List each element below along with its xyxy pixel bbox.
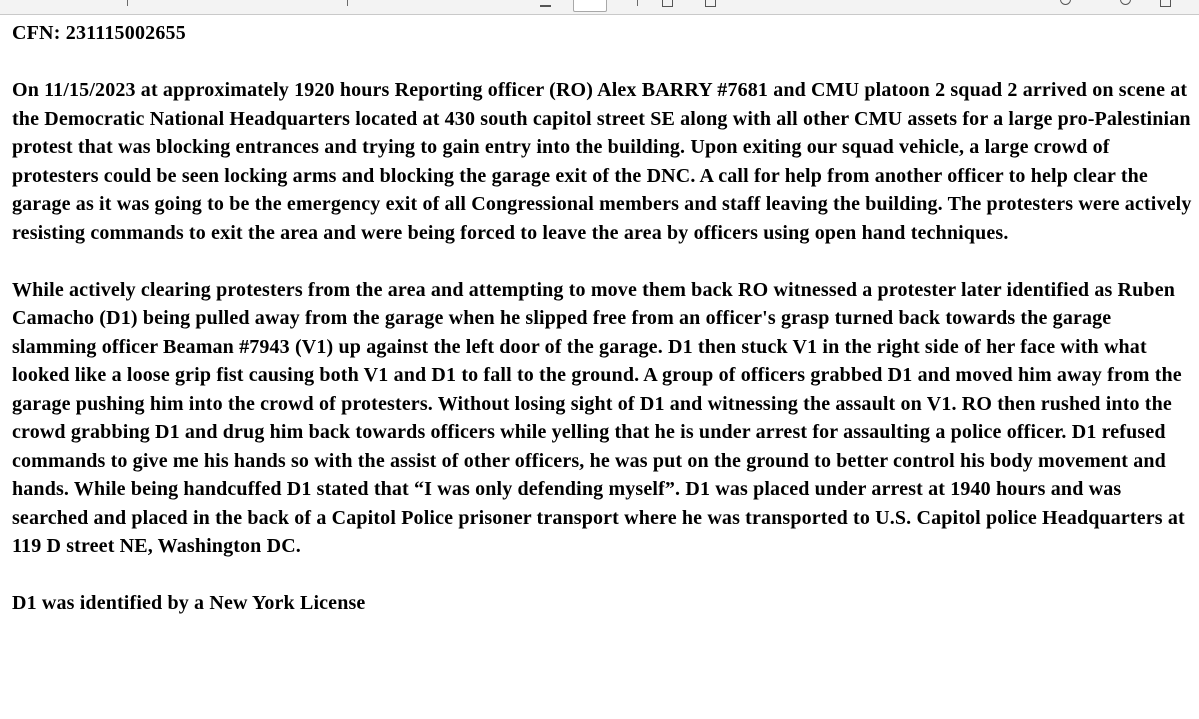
toolbar-divider: [347, 0, 348, 6]
paragraph-incident: While actively clearing protesters from the area and attempting to move them back RO witnessed a protester later identified as Ruben Camacho (D1) being pulled away from the garage when he slipped free from an officer's grasp turned back towards the garage slamming officer Beaman #7943 (V1) up against the left door of the garage. D1 then stuck V1 in the right side of her face with what looked like a loose grip fist causing both V1 and D1 to fall to the ground. A group of officers grabbed D1 and moved him away from the garage pushing him into the crowd of protesters. Without losing sight of D1 and witnessing the assault on V1. RO then rushed into the crowd grabbing D1 and drug him back towards officers while yelling that he is under arrest for assaulting a police officer. D1 refused commands to give me his hands so with the assist of other officers, he was put on the ground to better control his body movement and hands. While being handcuffed D1 stated that “I was only defending myself”. D1 was placed under arrest at 1940 hours and was searched and placed in the back of a Capitol Police prisoner transport where he was transported to U.S. Capitol police Headquarters at 119 D street NE, Washington DC.: [12, 278, 1185, 557]
cfn-heading: CFN: 231115002655: [12, 22, 186, 44]
toolbar-divider: [637, 0, 638, 6]
paragraph-identification: D1 was identified by a New York License: [12, 592, 366, 614]
toolbar-divider: [127, 0, 128, 6]
viewer-toolbar: [0, 0, 1199, 15]
more-options-icon[interactable]: [1160, 0, 1171, 7]
search-icon[interactable]: [1060, 0, 1071, 5]
paragraph-arrival: On 11/15/2023 at approximately 1920 hours Reporting officer (RO) Alex BARRY #7681 and CMU platoon 2 squad 2 arrived on scene at the Democratic National Headquarters located at 430 south capitol street SE along with all other CMU assets for a large pro-Palestinian protest that was blocking entrances and trying to gain entry into the building. Upon exiting our squad vehicle, a large crowd of protesters could be seen locking arms and blocking the garage exit of the DNC. A call for help from another officer to help clear the garage as it was going to be the emergency exit of all Congressional members and staff leaving the building. The protesters were actively resisting commands to exit the area and were being forced to leave the area by officers using open hand techniques.: [12, 79, 1192, 244]
fit-page-icon[interactable]: [662, 0, 673, 7]
document-page: [12, 19, 1192, 618]
zoom-out-icon[interactable]: [540, 0, 551, 7]
settings-icon[interactable]: [1120, 0, 1131, 5]
zoom-input[interactable]: [573, 0, 607, 12]
rotate-icon[interactable]: [705, 0, 716, 7]
